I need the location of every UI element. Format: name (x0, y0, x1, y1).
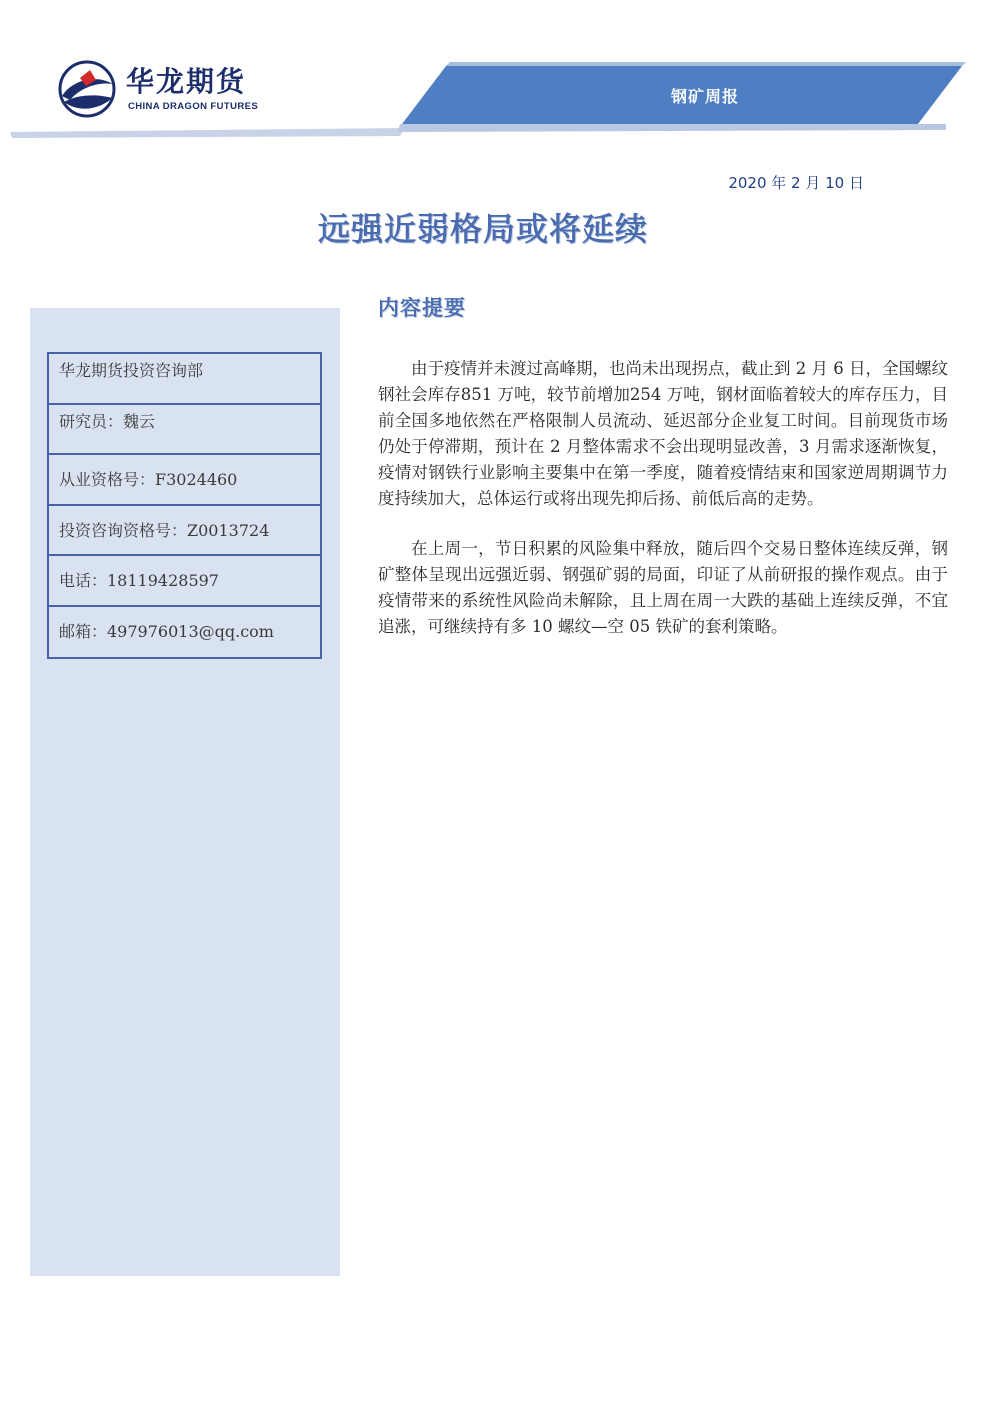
contact-info-table (47, 352, 322, 659)
phone-row: 电话：18119428597 (49, 556, 320, 607)
logo-english-name: CHINA DRAGON FUTURES (128, 101, 259, 112)
logo-chinese-name: 华龙期货 (126, 65, 247, 98)
report-date: 2020 年 2 月 10 日 (728, 174, 864, 192)
department-row: 华龙期货投资咨询部 (49, 354, 320, 405)
company-logo-icon (60, 62, 114, 116)
header-underline-strip (10, 128, 405, 138)
summary-heading: 内容提要 (378, 295, 466, 320)
summary-paragraph-1: 由于疫情并未渡过高峰期，也尚未出现拐点，截止到 2 月 6 日，全国螺纹钢社会库存851 万吨，较节前增加254 万吨，钢材面临着较大的库存压力，目前全国多地依然在严格限制人员流动、延迟部分企业复工时间。目前现货市场仍处于停滞期，预计在 2 月整体需求不会出现明显改善，3 月需求逐渐恢复，疫情对钢铁行业影响主要集中在第一季度，随着疫情结束和国家逆周期调节力度持续加大，总体运行或将出现先抑后扬、前低后高的走势。 (378, 359, 948, 508)
consulting-qualification-row: 投资咨询资格号：Z0013724 (49, 506, 320, 557)
banner-top-edge (446, 62, 966, 66)
summary-body (378, 356, 948, 664)
email-row: 邮箱：497976013@qq.com (59, 621, 274, 641)
banner-shadow (398, 124, 946, 132)
report-type-label: 钢矿周报 (670, 87, 739, 106)
document-title: 远强近弱格局或将延续 (317, 210, 648, 248)
summary-paragraph-2: 在上周一，节日积累的风险集中释放，随后四个交易日整体连续反弹，钢矿整体呈现出远强近弱、钢强矿弱的局面，印证了从前研报的操作观点。由于疫情带来的系统性风险尚未解除，且上周在周一大跌的基础上连续反弹，不宜追涨，可继续持有多 10 螺纹—空 05 铁矿的套利策略。 (378, 539, 948, 636)
qualification-number-row: 从业资格号：F3024460 (49, 455, 320, 506)
page-header (0, 0, 992, 145)
researcher-row: 研究员：魏云 (49, 405, 320, 456)
